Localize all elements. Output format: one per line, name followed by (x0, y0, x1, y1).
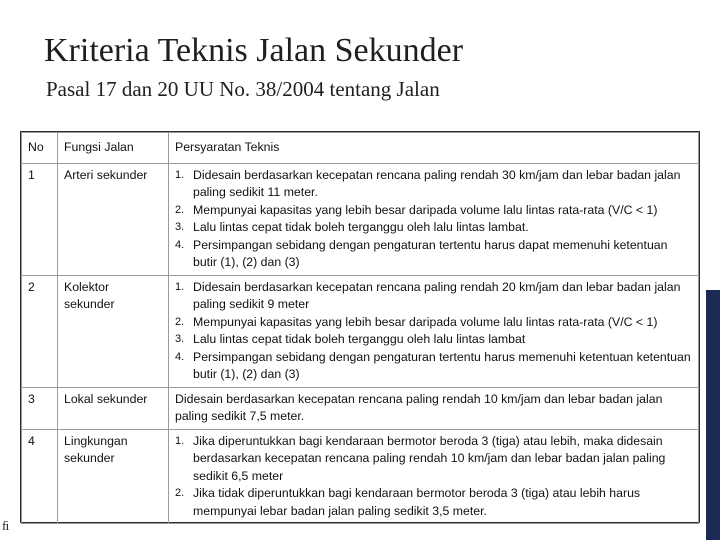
item-number: 1. (175, 280, 185, 293)
item-text: Persimpangan sebidang dengan pengaturan tertentu harus memenuhi ketentuan ketentuan butir (1), (2) dan (3) (193, 349, 691, 381)
corner-glyph: ﬁ (2, 518, 10, 533)
item-number: 3. (175, 333, 185, 345)
item-text: Jika diperuntukkan bagi kendaraan bermotor beroda 3 (tiga) atau lebih, maka didesain berdasarkan kecepatan rencana paling rendah 10 km/jam dan lebar badan jalan paling sedikit 6,5 meter (193, 433, 666, 483)
list-item (175, 167, 692, 202)
list-item (175, 331, 692, 349)
road-function: Arteri sekunder (58, 163, 169, 275)
page-title: Kriteria Teknis Jalan Sekunder (44, 32, 464, 69)
header-persyaratan-teknis: Persyaratan Teknis (169, 133, 699, 164)
road-function: Lingkungan sekunder (58, 429, 169, 524)
requirements-cell (169, 163, 699, 275)
item-number: 3. (175, 221, 185, 233)
item-number: 1. (175, 168, 185, 181)
table-row (22, 387, 699, 429)
list-item (175, 314, 692, 332)
table-row (22, 429, 699, 524)
criteria-table-container (20, 131, 700, 523)
item-text: Didesain berdasarkan kecepatan rencana paling rendah 20 km/jam dan lebar badan jalan paling sedikit 9 meter (193, 279, 681, 311)
item-text: Jika tidak diperuntukkan bagi kendaraan bermotor beroda 3 (tiga) atau lebih harus mempunyai lebar badan jalan paling sedikit 3,5 meter. (193, 486, 641, 518)
item-number: 1. (175, 434, 185, 447)
table-row (22, 163, 699, 275)
road-function: Lokal sekunder (58, 387, 169, 429)
item-number: 4. (175, 238, 185, 251)
criteria-table (21, 132, 699, 524)
item-text: Mempunyai kapasitas yang lebih besar daripada volume lalu lintas rata-rata (V/C < 1) (193, 314, 658, 329)
row-number: 1 (22, 163, 58, 275)
item-text: Didesain berdasarkan kecepatan rencana paling rendah 30 km/jam dan lebar badan jalan paling sedikit 11 meter. (193, 167, 681, 199)
page-subtitle: Pasal 17 dan 20 UU No. 38/2004 tentang Jalan (46, 77, 440, 101)
table-row (22, 275, 699, 387)
road-function: Kolektor sekunder (58, 275, 169, 387)
list-item (175, 202, 692, 220)
requirements-list (175, 433, 692, 521)
list-item (175, 279, 692, 314)
list-item (175, 219, 692, 237)
row-number: 4 (22, 429, 58, 524)
item-text: Mempunyai kapasitas yang lebih besar daripada volume lalu lintas rata-rata (V/C < 1) (193, 202, 658, 217)
requirements-list (175, 279, 692, 384)
list-item (175, 349, 692, 384)
requirements-cell (169, 429, 699, 524)
table-header-row (22, 133, 699, 164)
item-text: Persimpangan sebidang dengan pengaturan tertentu harus dapat memenuhi ketentuan butir (1), (2) dan (3) (193, 237, 668, 269)
item-number: 4. (175, 350, 185, 363)
decorative-side-bar (706, 290, 720, 540)
item-text: Lalu lintas cepat tidak boleh terganggu oleh lalu lintas lambat. (193, 220, 529, 234)
item-number: 2. (175, 315, 185, 328)
item-text: Lalu lintas cepat tidak boleh terganggu oleh lalu lintas lambat (193, 332, 526, 346)
requirements-list (175, 167, 692, 272)
requirements-cell: Didesain berdasarkan kecepatan rencana paling rendah 10 km/jam dan lebar badan jalan paling sedikit 7,5 meter. (169, 387, 699, 429)
item-number: 2. (175, 203, 185, 216)
requirements-cell (169, 275, 699, 387)
header-no: No (22, 133, 58, 164)
row-number: 2 (22, 275, 58, 387)
item-number: 2. (175, 487, 185, 499)
list-item (175, 237, 692, 272)
header-fungsi-jalan: Fungsi Jalan (58, 133, 169, 164)
list-item (175, 485, 692, 520)
row-number: 3 (22, 387, 58, 429)
list-item (175, 433, 692, 486)
